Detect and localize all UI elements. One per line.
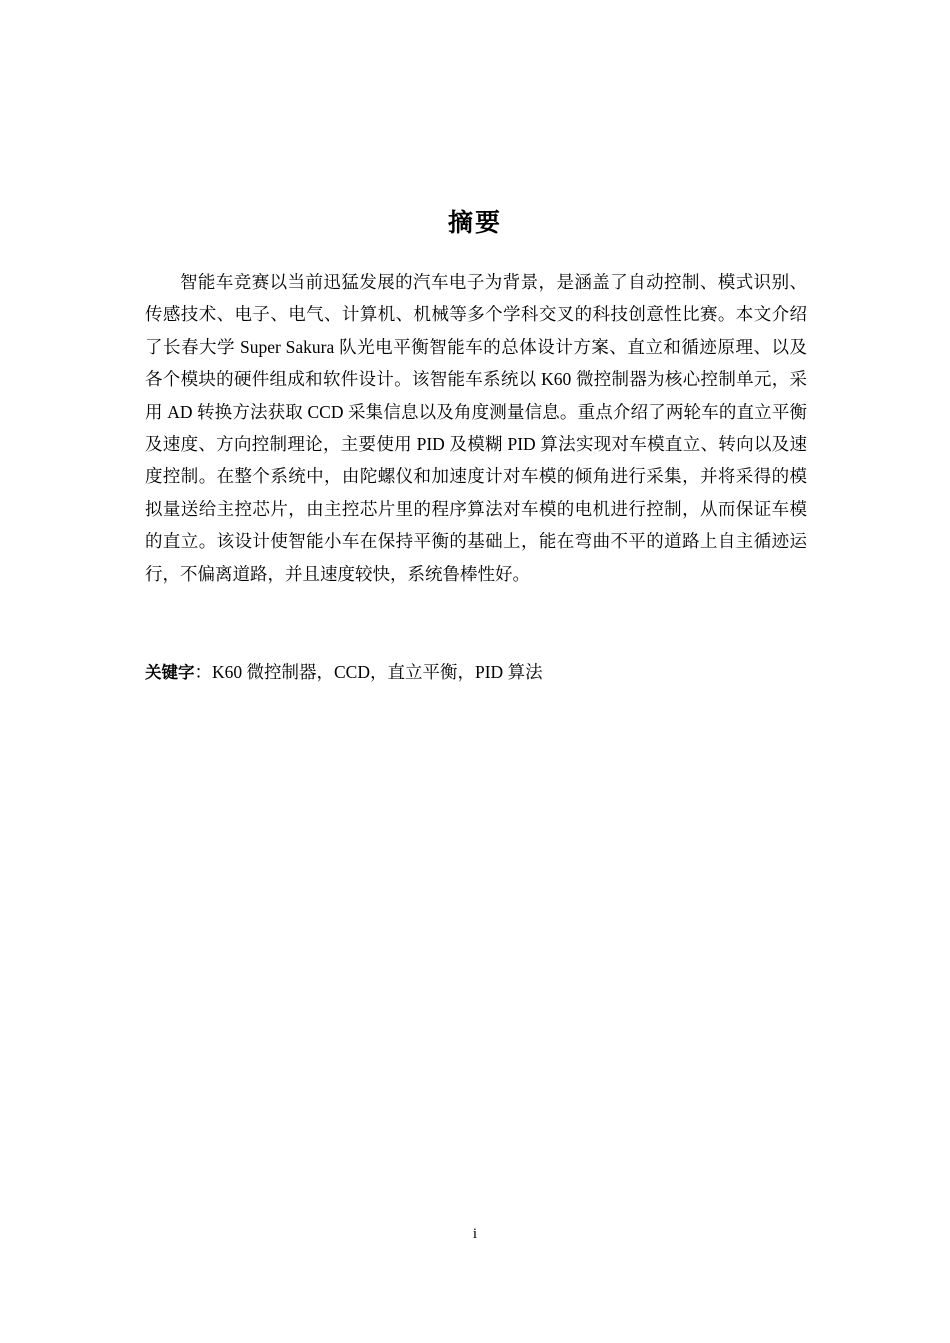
- page-title: 摘要: [447, 208, 502, 237]
- keywords-label: 关键字: [145, 663, 195, 682]
- keywords-text: K60 微控制器，CCD，直立平衡，PID 算法: [212, 662, 543, 682]
- keywords-separator: ：: [194, 662, 212, 682]
- page-number: i: [472, 1226, 478, 1242]
- keywords-line: [145, 656, 807, 689]
- abstract-paragraph: 智能车竞赛以当前迅猛发展的汽车电子为背景，是涵盖了自动控制、模式识别、传感技术、电子、电气、计算机、机械等多个学科交叉的科技创意性比赛。本文介绍了长春大学 Super Sakura 队光电平衡智能车的总体设计方案、直立和循迹原理、以及各个模块的硬件组成和软件设计。该智能车系统以 K60 微控制器为核心控制单元，采用 AD 转换方法获取 CCD 采集信息以及角度测量信息。重点介绍了两轮车的直立平衡及速度、方向控制理论，主要使用 PID 及模糊 PID 算法实现对车模直立、转向以及速度控制。在整个系统中，由陀螺仪和加速度计对车模的倾角进行采集，并将采得的模拟量送给主控芯片，由主控芯片里的程序算法对车模的电机进行控制，从而保证车模的直立。该设计使智能小车在保持平衡的基础上，能在弯曲不平的道路上自主循迹运行，不偏离道路，并且速度较快，系统鲁棒性好。: [145, 272, 807, 584]
